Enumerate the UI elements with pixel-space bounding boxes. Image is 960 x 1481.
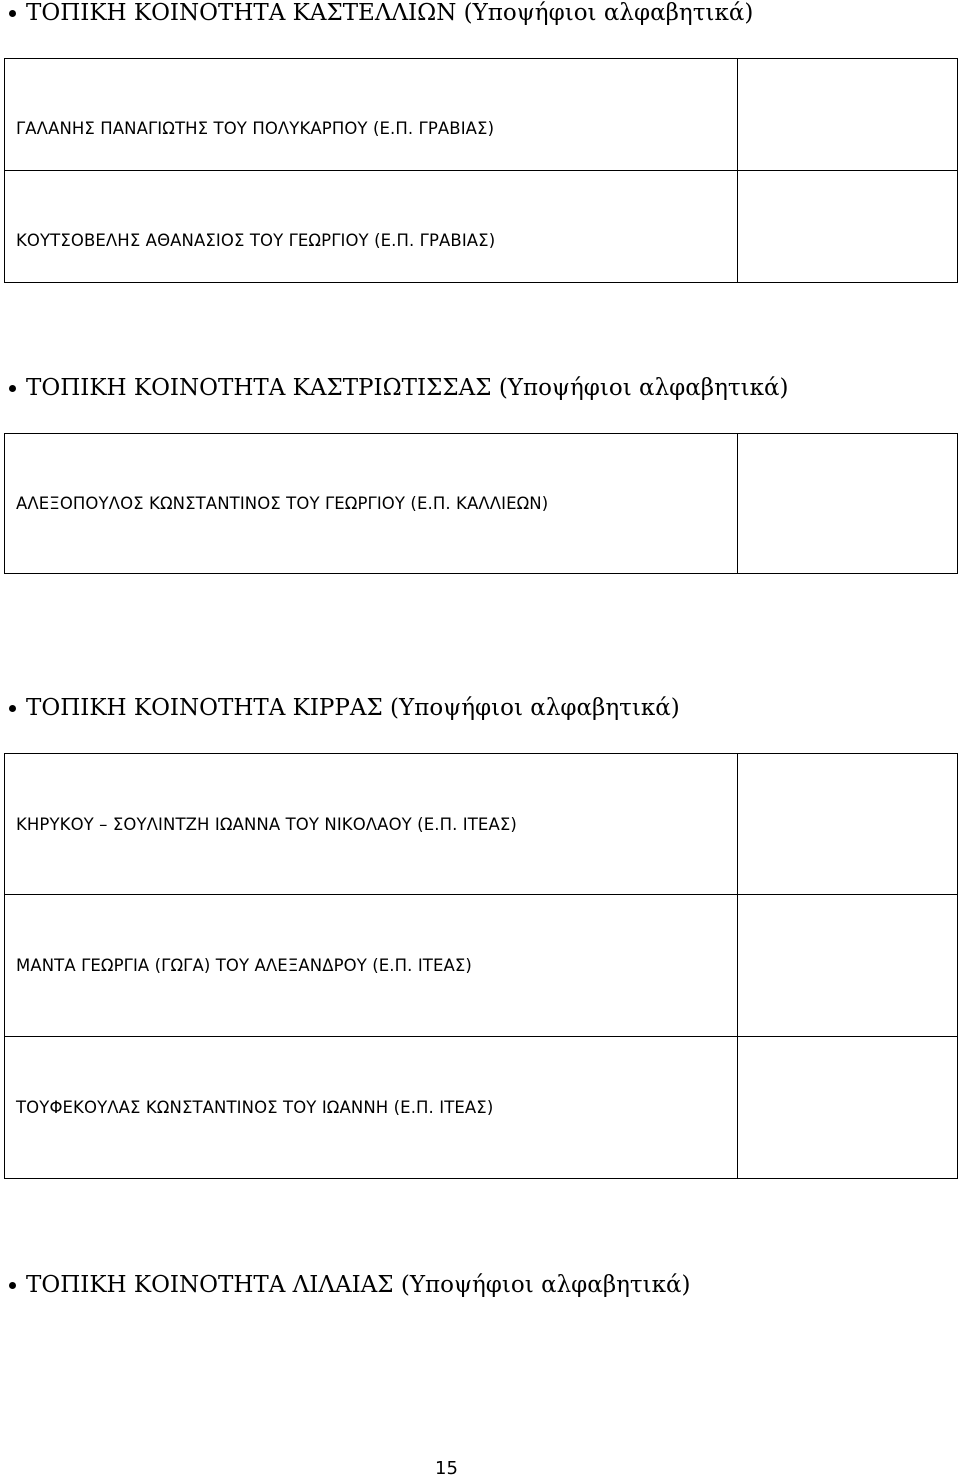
- table-row: [5, 59, 958, 171]
- section-heading-text: ΤΟΠΙΚΗ ΚΟΙΝΟΤΗΤΑ ΚΑΣΤΡΙΩΤΙΣΣΑΣ (Υποψήφιοι αλφαβητικά): [26, 375, 789, 401]
- candidate-table: [4, 58, 958, 283]
- vote-cell[interactable]: [738, 754, 958, 895]
- candidate-name: ΜΑΝΤΑ ΓΕΩΡΓΙΑ (ΓΩΓΑ) ΤΟΥ ΑΛΕΞΑΝΔΡΟΥ (Ε.Π. ΙΤΕΑΣ): [5, 895, 738, 1037]
- vote-cell[interactable]: [738, 1037, 958, 1179]
- table-row: [5, 171, 958, 283]
- table-row: [5, 754, 958, 895]
- vote-cell[interactable]: [738, 895, 958, 1037]
- candidate-name: ΚΟΥΤΣΟΒΕΛΗΣ ΑΘΑΝΑΣΙΟΣ ΤΟΥ ΓΕΩΡΓΙΟΥ (Ε.Π. ΓΡΑΒΙΑΣ): [5, 171, 738, 283]
- table-row: [5, 1037, 958, 1179]
- vote-cell[interactable]: [738, 171, 958, 283]
- section-heading: [0, 373, 789, 403]
- page-number: 15: [435, 1458, 458, 1479]
- vote-cell[interactable]: [738, 59, 958, 171]
- candidate-table: [4, 433, 958, 574]
- candidate-name: ΑΛΕΞΟΠΟΥΛΟΣ ΚΩΝΣΤΑΝΤΙΝΟΣ ΤΟΥ ΓΕΩΡΓΙΟΥ (Ε.Π. ΚΑΛΛΙΕΩΝ): [5, 434, 738, 574]
- table-row: [5, 434, 958, 574]
- section-heading: [0, 693, 680, 723]
- bullet-icon: [9, 705, 16, 712]
- section-heading-text: ΤΟΠΙΚΗ ΚΟΙΝΟΤΗΤΑ ΛΙΛΑΙΑΣ (Υποψήφιοι αλφαβητικά): [26, 1272, 691, 1298]
- candidate-name: ΚΗΡΥΚΟΥ – ΣΟΥΛΙΝΤΖΗ ΙΩΑΝΝΑ ΤΟΥ ΝΙΚΟΛΑΟΥ (Ε.Π. ΙΤΕΑΣ): [5, 754, 738, 895]
- section-heading-text: ΤΟΠΙΚΗ ΚΟΙΝΟΤΗΤΑ ΚΙΡΡΑΣ (Υποψήφιοι αλφαβητικά): [26, 695, 680, 721]
- bullet-icon: [9, 10, 16, 17]
- bullet-icon: [9, 385, 16, 392]
- section-heading: [0, 1270, 691, 1300]
- section-heading-text: ΤΟΠΙΚΗ ΚΟΙΝΟΤΗΤΑ ΚΑΣΤΕΛΛΙΩΝ (Υποψήφιοι αλφαβητικά): [26, 0, 754, 26]
- section-heading: [0, 0, 753, 28]
- table-row: [5, 895, 958, 1037]
- candidate-table: [4, 753, 958, 1179]
- candidate-name: ΓΑΛΑΝΗΣ ΠΑΝΑΓΙΩΤΗΣ ΤΟΥ ΠΟΛΥΚΑΡΠΟΥ (Ε.Π. ΓΡΑΒΙΑΣ): [5, 59, 738, 171]
- candidate-name: ΤΟΥΦΕΚΟΥΛΑΣ ΚΩΝΣΤΑΝΤΙΝΟΣ ΤΟΥ ΙΩΑΝΝΗ (Ε.Π. ΙΤΕΑΣ): [5, 1037, 738, 1179]
- bullet-icon: [9, 1282, 16, 1289]
- vote-cell[interactable]: [738, 434, 958, 574]
